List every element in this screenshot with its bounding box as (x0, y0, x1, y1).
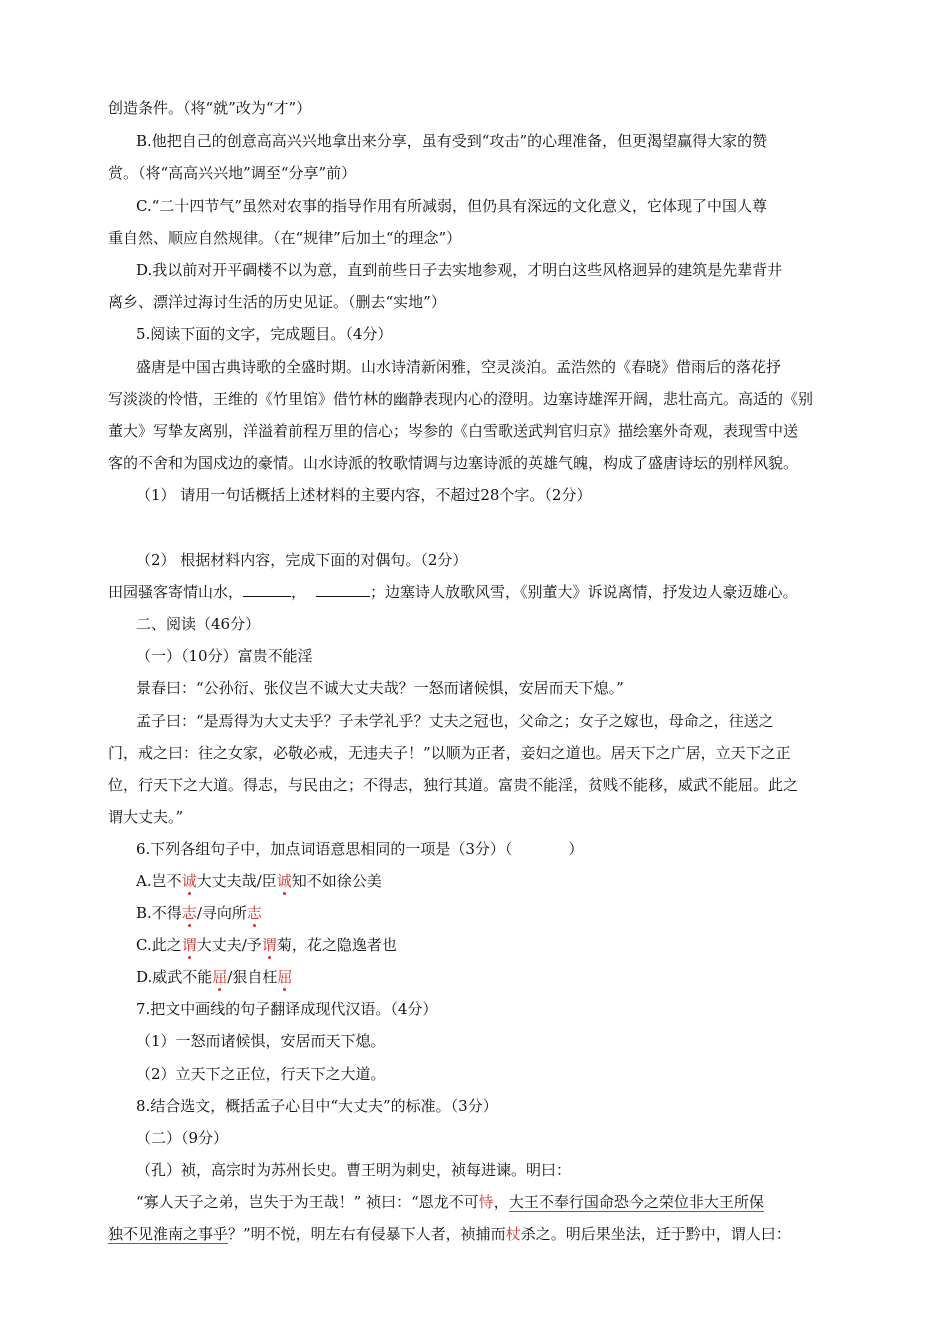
question-7-1: （1）一怒而诸候惧，安居而天下熄。 (136, 1032, 386, 1050)
couplet-line (108, 582, 798, 602)
option-d (136, 967, 292, 987)
passage-text: ？”明不悦，明左右有侵暴下人者，祯捕而 (228, 1225, 506, 1243)
dotted-word: 谓 (261, 936, 277, 954)
text-line: 创造条件。（将“就”改为“才”） (108, 99, 312, 117)
option-c-text: 菊，花之隐逸者也 (276, 936, 397, 954)
question-8-heading: 8.结合选文，概括孟子心目中“大丈夫”的标准。（3分） (136, 1097, 498, 1115)
text-line: 赏。（将“高高兴兴地”调至“分享”前） (108, 164, 357, 182)
passage-line: 谓大丈夫。” (108, 808, 184, 826)
option-b (136, 903, 262, 923)
highlighted-word: 恃 (478, 1193, 494, 1211)
option-d-text: /狠自枉 (227, 968, 278, 986)
option-c-text: C.此之 (136, 936, 182, 954)
option-a-text: A.岂不 (136, 872, 182, 890)
passage-line: 写淡淡的怜惜，王维的《竹里馆》借竹林的幽静表现内心的澄明。边塞诗雄浑开阔，悲壮高亢。高适的《别 (108, 390, 814, 408)
dotted-word: 诚 (181, 872, 197, 890)
option-b-text: B.不得 (136, 904, 182, 922)
question-6-close: ） (568, 840, 584, 858)
passage-line: 门，戒之曰：往之女家，必敬必戒，无违夫子！”以顺为正者，妾妇之道也。居天下之广居，立天下之正 (108, 744, 791, 762)
subsection-heading: （二）（9分） (136, 1129, 229, 1147)
option-b-line: B.他把自己的创意高高兴兴地拿出来分享，虽有受到“攻击”的心理准备，但更渴望赢得大家的赞 (136, 132, 768, 150)
question-7-2: （2）立天下之正位，行天下之大道。 (136, 1065, 386, 1083)
passage-text: ， (493, 1193, 509, 1211)
dotted-word: 屈 (277, 968, 293, 986)
section-heading: 二、阅读（46分） (136, 615, 261, 633)
option-a-text: 大丈夫哉/臣 (196, 872, 277, 890)
question-5-2: （2） 根据材料内容，完成下面的对偶句。（2分） (136, 551, 468, 569)
option-c-line: C.“二十四节气”虽然对农事的指导作用有所减弱，但仍具有深远的文化意义，它体现了中国人尊 (136, 197, 768, 215)
dotted-word: 诚 (276, 872, 292, 890)
couplet-end: ；边塞诗人放歌风雪，《别董大》诉说离情，抒发边人豪迈雄心。 (370, 583, 798, 601)
option-d-text: D.威武不能 (136, 968, 213, 986)
answer-blank-2[interactable] (316, 582, 370, 597)
passage-line: 盛唐是中国古典诗歌的全盛时期。山水诗清新闲雅，空灵淡泊。孟浩然的《春晓》借雨后的落花抒 (136, 358, 782, 376)
passage-line: 客的不舍和为国戍边的豪情。山水诗派的牧歌情调与边塞诗派的英雄气魄，构成了盛唐诗坛的别样风貌。 (108, 454, 799, 472)
passage-line: 景春曰：“公孙衍、张仪岂不诚大丈夫哉？一怒而诸候惧，安居而天下熄。” (136, 679, 624, 697)
passage-line: 孟子曰：“是焉得为大丈夫乎？子未学礼乎？丈夫之冠也，父命之；女子之嫁也，母命之，往送之 (136, 712, 774, 730)
question-5-heading: 5.阅读下面的文字，完成题目。（4分） (136, 325, 393, 343)
question-5-1: （1） 请用一句话概括上述材料的主要内容，不超过28个字。（2分） (136, 486, 592, 504)
underlined-sentence: 大王不奉行国命恐今之荣位非大王所保 (508, 1193, 764, 1211)
option-a-text: 知不如徐公美 (291, 872, 382, 890)
underlined-sentence: 独不见淮南之事乎 (108, 1225, 229, 1243)
question-6-heading (136, 839, 583, 859)
passage-text: “寡人天子之弟，岂失于为王哉！” 祯曰：“恩龙不可 (136, 1193, 479, 1211)
subsection-heading: （一）（10分）富贵不能淫 (136, 647, 313, 665)
text-line: 重自然、顺应自然规律。（在“规律”后加土“的理念”） (108, 229, 462, 247)
couplet-start: 田园骚客寄情山水， (108, 583, 244, 601)
option-c-text: 大丈夫/予 (196, 936, 262, 954)
passage-line: （孔）祯，高宗时为苏州长史。曹王明为刺史，祯每进谏。明曰： (136, 1161, 572, 1179)
dotted-word: 谓 (181, 936, 197, 954)
dotted-word: 志 (181, 904, 197, 922)
passage-line: 董大》写挚友离别，洋溢着前程万里的信心；岑参的《白雪歌送武判官归京》描绘塞外奇观，表现雪中送 (108, 422, 799, 440)
passage-line (108, 1224, 791, 1244)
dotted-word: 屈 (212, 968, 228, 986)
text-line: 离乡、漂洋过海讨生活的历史见证。（删去“实地”） (108, 293, 446, 311)
passage-text: 杀之。明后果坐法，迁于黔中，谓人曰： (520, 1225, 791, 1243)
option-c (136, 935, 397, 955)
option-d-line: D.我以前对开平碉楼不以为意，直到前些日子去实地参观，才明白这些风格迥异的建筑是先辈背井 (136, 261, 783, 279)
passage-line (136, 1192, 764, 1212)
option-a (136, 871, 382, 891)
question-7-heading: 7.把文中画线的句子翻译成现代汉语。（4分） (136, 1000, 438, 1018)
question-6-text: 6.下列各组句子中，加点词语意思相同的一项是（3分）（ (136, 840, 513, 858)
highlighted-word: 杖 (505, 1225, 521, 1243)
passage-line: 位，行天下之大道。得志，与民由之；不得志，独行其道。富贵不能淫，贫贱不能移，威武不能屈。此之 (108, 776, 799, 794)
couplet-comma: ， (291, 583, 307, 601)
option-b-text: /寻向所 (196, 904, 247, 922)
answer-blank-1[interactable] (243, 582, 291, 597)
dotted-word: 志 (246, 904, 262, 922)
